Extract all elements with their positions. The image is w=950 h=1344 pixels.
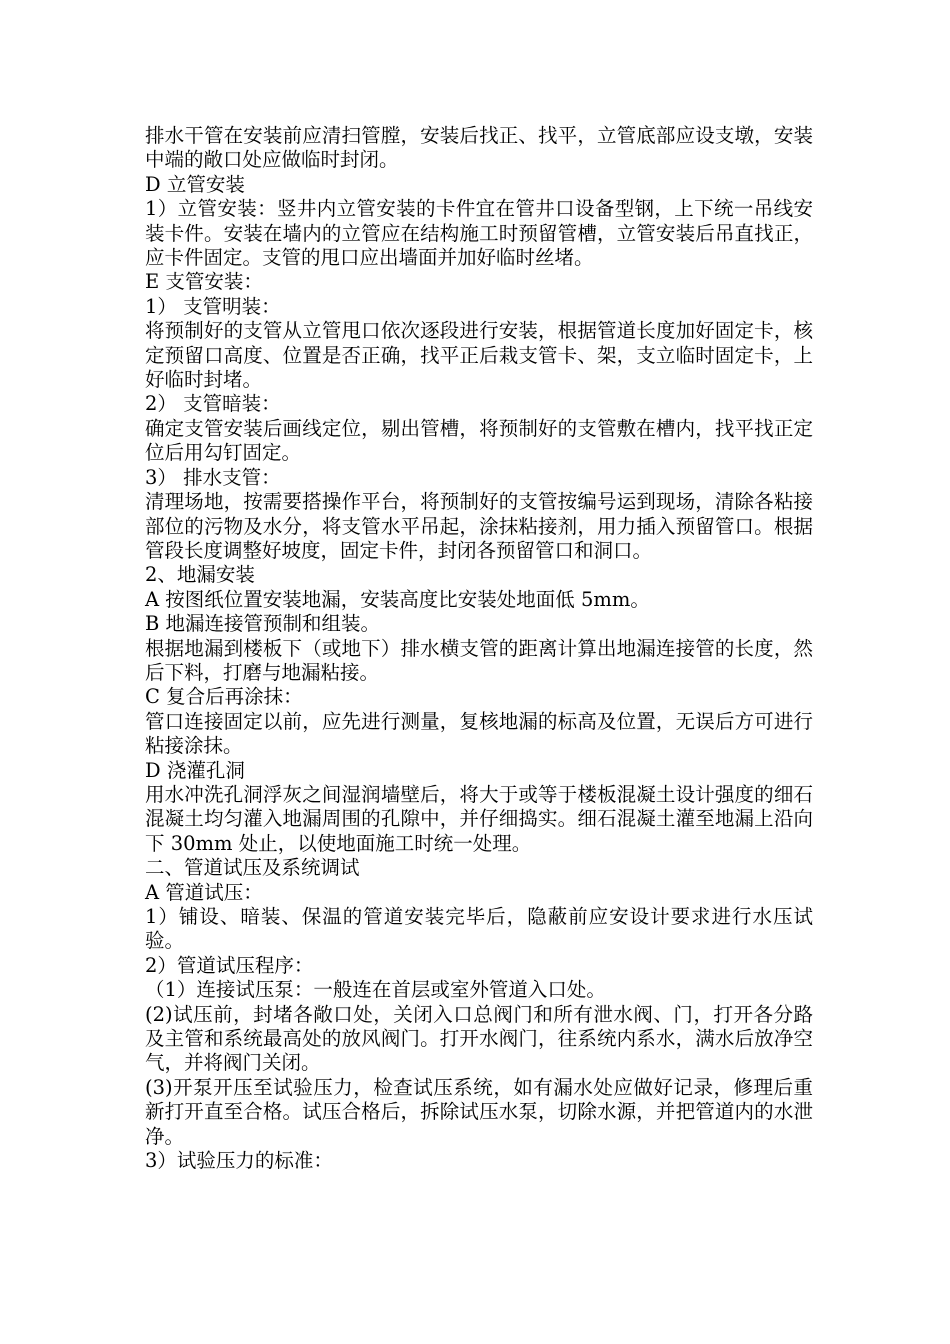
paragraph-pressure-test-2: 2）管道试压程序：: [145, 953, 314, 977]
paragraph-branch-exposed: 将预制好的支管从立管甩口依次逐段进行安装，根据管道长度加好固定卡，核定预留口高度、位置是否正确，找平正后栽支管卡、架，支立临时固定卡，上好临时封堵。: [145, 319, 813, 392]
heading-riser-install: D 立管安装: [145, 172, 245, 196]
subheading-pipe-pressure-test: A 管道试压：: [145, 880, 263, 904]
paragraph-floor-drain-c: C 复合后再涂抹：: [145, 685, 303, 709]
paragraph-floor-drain-grout: 用水冲洗孔洞浮灰之间湿润墙壁后，将大于或等于楼板混凝土设计强度的细石混凝土均匀灌入地漏周围的孔隙中，并仔细捣实。细石混凝土灌至地漏上沿向下 30mm 处止，以使地面施工时统一处理。: [145, 782, 813, 855]
paragraph-floor-drain-length: 根据地漏到楼板下（或地下）排水横支管的距离计算出地漏连接管的长度，然后下料，打磨与地漏粘接。: [145, 636, 813, 684]
paragraph-drain-main-pipe: 排水干管在安装前应清扫管膛，安装后找正、找平，立管底部应设支墩，安装中端的敞口处应做临时封闭。: [145, 124, 813, 172]
document-body: [145, 124, 813, 1173]
paragraph-pressure-test-standard: 3）试验压力的标准：: [145, 1149, 333, 1173]
paragraph-pressure-test-1: 1）铺设、暗装、保温的管道安装完毕后，隐蔽前应安设计要求进行水压试验。: [145, 905, 813, 953]
paragraph-drain-branch: 清理场地，按需要搭操作平台，将预制好的支管按编号运到现场，清除各粘接部位的污物及水分，将支管水平吊起，涂抹粘接剂，用力插入预留管口。根据管段长度调整好坡度，固定卡件，封闭各预留管口和洞口。: [145, 490, 813, 562]
paragraph-pressure-test-step1: （1）连接试压泵：一般连在首层或室外管道入口处。: [145, 978, 606, 1002]
subheading-branch-exposed: 1） 支管明装：: [145, 294, 281, 318]
paragraph-floor-drain-b: B 地漏连接管预制和组装。: [145, 612, 381, 636]
paragraph-branch-concealed: 确定支管安装后画线定位，剔出管槽，将预制好的支管敷在槽内，找平找正定位后用勾钉固定。: [145, 416, 813, 465]
subheading-drain-branch: 3） 排水支管：: [145, 465, 281, 489]
paragraph-floor-drain-measure: 管口连接固定以前，应先进行测量，复核地漏的标高及位置，无误后方可进行粘接涂抹。: [145, 709, 813, 758]
heading-floor-drain: 2、地漏安装: [145, 563, 255, 587]
paragraph-floor-drain-d: D 浇灌孔洞: [145, 758, 245, 782]
subheading-branch-concealed: 2） 支管暗装：: [145, 392, 281, 416]
heading-pressure-test: 二、管道试压及系统调试: [145, 856, 360, 880]
paragraph-pressure-test-step3: (3)开泵开压至试验压力，检查试压系统，如有漏水处应做好记录，修理后重新打开直至合格。试压合格后，拆除试压水泵，切除水源，并把管道内的水泄净。: [145, 1075, 813, 1148]
paragraph-floor-drain-a: A 按图纸位置安装地漏，安装高度比安装处地面低 5mm。: [145, 587, 650, 611]
paragraph-pressure-test-step2: (2)试压前，封堵各敞口处，关闭入口总阀门和所有泄水阀、门，打开各分路及主管和系统最高处的放风阀门。打开水阀门，往系统内系水，满水后放净空气，并将阀门关闭。: [145, 1002, 813, 1075]
paragraph-riser-install: 1）立管安装：竖井内立管安装的卡件宜在管井口设备型钢，上下统一吊线安装卡件。安装在墙内的立管应在结构施工时预留管槽，立管安装后吊直找正，应卡件固定。支管的甩口应出墙面并加好临时丝堵。: [145, 197, 813, 270]
heading-branch-install: E 支管安装：: [145, 270, 263, 294]
